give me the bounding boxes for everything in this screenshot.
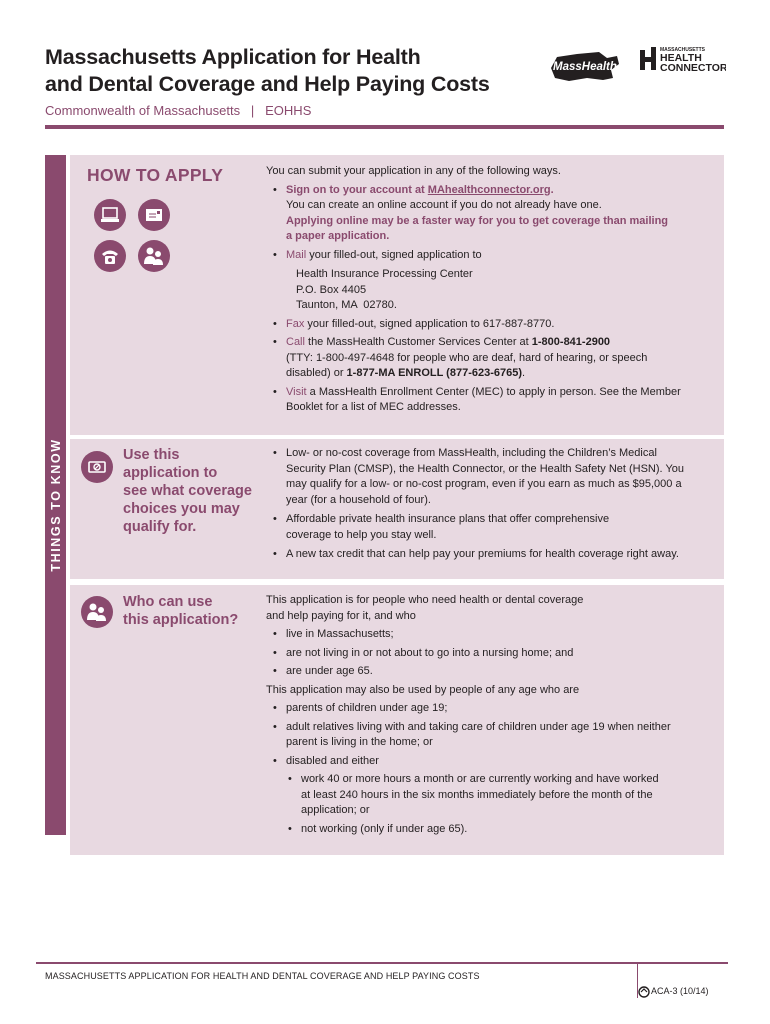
logo-hc-bot: CONNECTOR [660, 62, 726, 74]
coverage-bullet-1-l2: Security Plan (CMSP), the Health Connector, or the Health Safety Net (HSN). You [286, 462, 685, 475]
use-this-title-5: qualify for. [123, 519, 197, 535]
coverage-bullet-1-l1: • Low- or no-cost coverage from MassHealth, including the Children’s Medical [286, 447, 657, 459]
call-line3-pre: disabled) or [286, 367, 347, 379]
masshealth-logo [547, 48, 621, 86]
call-number: 1-800-841-2900 [531, 336, 611, 348]
logo-hc-top: MASSACHUSETTS [660, 47, 706, 53]
disabled-subitem [266, 772, 716, 819]
use-this-title-2: application to [123, 465, 218, 481]
also-item-l1: • adult relatives living with and taking care of children under age 19 when neither [286, 720, 671, 733]
footer-divider [36, 962, 728, 964]
address-line-2: P.O. Box 4405 [296, 283, 367, 296]
apply-online-line4: a paper application. [286, 230, 390, 242]
coverage-bullet-1-l4: year (for a household of four). [286, 493, 431, 506]
who-also: This application may also be used by people of any age who are [266, 683, 580, 696]
apply-online-period: . [550, 183, 554, 196]
page-subtitle: Commonwealth of Massachusetts | EOHHS [45, 103, 312, 118]
apply-online-line2: You can create an online account if you do not already have one. [286, 199, 602, 211]
fax-text: your filled-out, signed application to 617-887-8770. [304, 317, 555, 330]
subitem-l3: application; or [301, 804, 370, 816]
address-line-3: Taunton, MA 02780. [296, 299, 397, 311]
money-icon [81, 451, 113, 483]
how-to-apply-intro: You can submit your application in any of the following ways. [266, 165, 561, 177]
title-line-2: and Dental Coverage and Help Paying Costs [45, 72, 490, 96]
apply-online-label: Sign on to your account at [286, 183, 428, 196]
disabled-subitem: • not working (only if under age 65). [266, 822, 716, 838]
apply-online-link[interactable]: MAhealthconnector.org [427, 183, 551, 196]
health-connector-logo [640, 44, 726, 74]
use-this-title-1: Use this [123, 447, 180, 463]
who-can-use-title-2: this application? [123, 612, 239, 628]
call-label: Call [286, 336, 305, 348]
how-to-apply-content [266, 164, 716, 416]
coverage-bullet-2 [266, 512, 716, 543]
how-to-apply-title: HOW TO APPLY [87, 165, 224, 185]
people-icon [138, 240, 170, 272]
sidebar-label-text: THINGS TO KNOW [48, 438, 63, 572]
use-this-title [123, 446, 252, 536]
criteria-item: • live in Massachusetts; [266, 627, 716, 643]
who-can-use-content [266, 593, 716, 837]
recycle-icon [638, 985, 650, 1003]
also-item-l2: parent is living in the home; or [286, 736, 433, 748]
call-line2: (TTY: 1-800-497-4648 for people who are deaf, hard of hearing, or speech [286, 351, 648, 364]
apply-call-item [266, 335, 716, 382]
apply-online-line3: Applying online may be a faster way for you to get coverage than mailing [286, 214, 669, 227]
footer-title: MASSACHUSETTS APPLICATION FOR HEALTH AND DENTAL COVERAGE AND HELP PAYING COSTS [45, 971, 480, 981]
apply-online-item [266, 183, 716, 245]
call-enroll-number: 1-877-MA ENROLL (877-623-6765) [346, 367, 523, 379]
mail-text: your filled-out, signed application to [306, 248, 482, 261]
fax-label: Fax [286, 317, 305, 330]
who-intro-l1: This application is for people who need health or dental coverage [266, 594, 584, 606]
also-item: • disabled and either [266, 754, 716, 770]
who-intro-l2: and help paying for it, and who [266, 609, 416, 622]
apply-mail-item [266, 248, 716, 314]
logo-hc-mid: HEALTH [660, 52, 702, 64]
visit-label: Visit [286, 385, 307, 398]
criteria-item: • are not living in or not about to go into a nursing home; and [266, 646, 716, 662]
call-line3 [286, 366, 716, 382]
mail-icon [138, 199, 170, 231]
subitem-l2: at least 240 hours in the six months immediately before the month of the [301, 788, 653, 801]
apply-visit-item [266, 385, 716, 416]
visit-line2: Booklet for a list of MEC addresses. [286, 401, 461, 413]
people-icon-2 [81, 596, 113, 628]
header-divider [45, 125, 724, 129]
apply-fax-item [266, 317, 716, 333]
criteria-item: • are under age 65. [266, 664, 716, 680]
computer-icon [94, 199, 126, 231]
use-this-title-4: choices you may [123, 501, 240, 517]
coverage-bullet-2-l1: • Affordable private health insurance plans that offer comprehensive [286, 513, 610, 525]
mailing-address [286, 267, 716, 314]
coverage-bullet-2-l2: coverage to help you stay well. [286, 528, 437, 541]
mail-label: Mail [286, 248, 307, 261]
title-line-1: Massachusetts Application for Health [45, 45, 421, 69]
call-line3-post: . [522, 367, 526, 379]
page-title [45, 44, 490, 98]
use-this-content [266, 446, 716, 563]
coverage-bullet-1-l3: may qualify for a low- or no-cost program, even if you earn as much as $95,000 a [286, 478, 682, 490]
who-can-use-title-1: Who can use [123, 594, 213, 610]
masshealth-logo-text: MassHealth [553, 61, 617, 73]
subitem-l1: • work 40 or more hours a month or are currently working and have worked [301, 773, 659, 785]
also-item: • parents of children under age 19; [266, 701, 716, 717]
form-id: ACA-3 (10/14) [651, 986, 709, 996]
phone-icon [94, 240, 126, 272]
use-this-title-3: see what coverage [123, 483, 252, 499]
visit-text: a MassHealth Enrollment Center (MEC) to apply in person. See the Member [306, 385, 681, 398]
coverage-bullet-3: • A new tax credit that can help pay your premiums for health coverage right away. [266, 547, 716, 563]
call-text: the MassHealth Customer Services Center at [304, 336, 532, 348]
address-line-1: Health Insurance Processing Center [296, 268, 473, 280]
sidebar-label [45, 155, 66, 835]
also-item [266, 720, 716, 751]
who-can-use-title [123, 593, 238, 629]
coverage-bullet-1 [266, 446, 716, 508]
